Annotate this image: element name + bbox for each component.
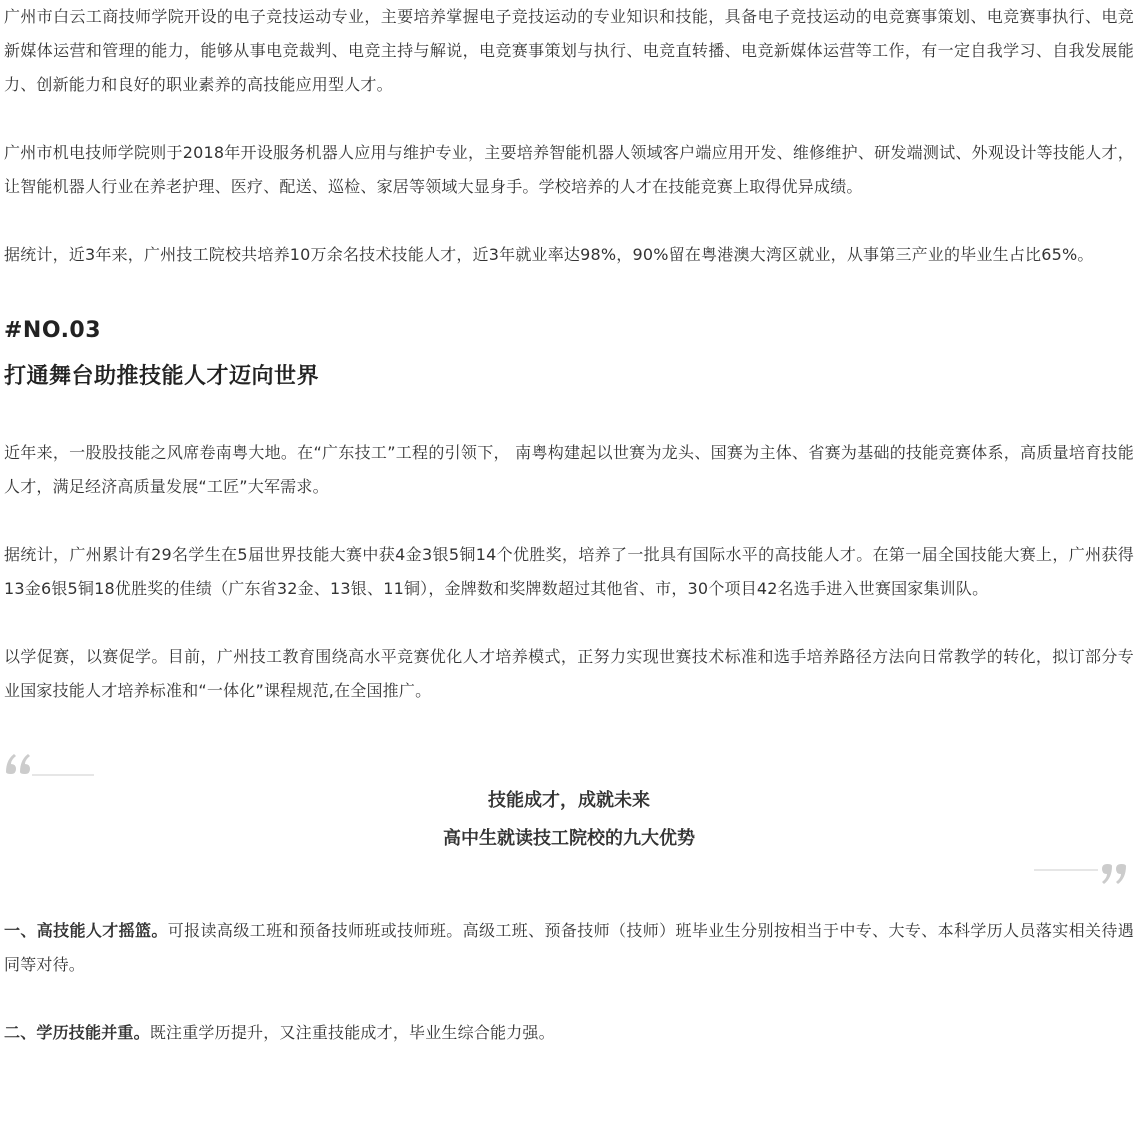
paragraph-gap	[4, 504, 1134, 538]
section-gap	[4, 396, 1134, 436]
paragraph-gap	[4, 102, 1134, 136]
section-title: 打通舞台助推技能人才迈向世界	[4, 364, 320, 389]
article-body	[4, 0, 1134, 1050]
paragraph-esports: 广州市白云工商技师学院开设的电子竞技运动专业，主要培养掌握电子竞技运动的专业知识和技能，具备电子竞技运动的电竞赛事策划、电竞赛事执行、电竞新媒体运营和管理的能力，能够从事电竞裁判、电竞主持与解说，电竞赛事策划与执行、电竞直转播、电竞新媒体运营等工作，有一定自我学习、自我发展能力、创新能力和良好的职业素养的高技能应用型人才。	[4, 7, 1134, 94]
section-gap	[4, 898, 1134, 914]
quote-line-1: 技能成才，成就未来	[488, 790, 650, 811]
paragraph-robotics: 广州市机电技师学院则于2018年开设服务机器人应用与维护专业，主要培养智能机器人领域客户端应用开发、维修维护、研发端测试、外观设计等技能人才，让智能机器人行业在养老护理、医疗、配送、巡检、家居等领域大显身手。学校培养的人才在技能竞赛上取得优异成绩。	[4, 143, 1134, 196]
section-number: #NO.03	[4, 318, 102, 343]
open-quote-icon	[4, 748, 94, 778]
advantage-item	[4, 914, 1134, 982]
quote-line-2: 高中生就读技工院校的九大优势	[443, 828, 695, 849]
paragraph-gap	[4, 606, 1134, 640]
paragraph-statistics: 据统计，近3年来，广州技工院校共培养10万余名技术技能人才，近3年就业率达98%，90%留在粤港澳大湾区就业，从事第三产业的毕业生占比65%。	[4, 245, 1094, 264]
close-quote-icon	[1034, 860, 1128, 890]
paragraph-learn-compete: 以学促赛，以赛促学。目前，广州技工教育围绕高水平竞赛优化人才培养模式，正努力实现世赛技术标准和选手培养路径方法向日常教学的转化，拟订部分专业国家技能人才培养标准和“一体化”课程规范,在全国推广。	[4, 647, 1134, 700]
paragraph-gap	[4, 204, 1134, 238]
advantage-lead: 二、学历技能并重。	[4, 1023, 150, 1042]
paragraph-world-skills: 据统计，广州累计有29名学生在5届世界技能大赛中获4金3银5铜14个优胜奖，培养了一批具有国际水平的高技能人才。在第一届全国技能大赛上，广州获得13金6银5铜18优胜奖的佳绩（广东省32金、13银、11铜），金牌数和奖牌数超过其他省、市，30个项目42名选手进入世赛国家集训队。	[4, 545, 1134, 598]
section-gap	[4, 272, 1134, 312]
paragraph-competition-system: 近年来，一股股技能之风席卷南粤大地。在“广东技工”工程的引领下， 南粤构建起以世赛为龙头、国赛为主体、省赛为基础的技能竞赛体系，高质量培育技能人才，满足经济高质量发展“工匠”大军需求。	[4, 443, 1134, 496]
advantage-text: 可报读高级工班和预备技师班或技师班。高级工班、预备技师（技师）班毕业生分别按相当于中专、大专、本科学历人员落实相关待遇同等对待。	[4, 921, 1134, 974]
pull-quote	[4, 748, 1134, 898]
paragraph-gap	[4, 982, 1134, 1016]
advantage-lead: 一、高技能人才摇篮。	[4, 921, 168, 940]
advantage-text: 既注重学历提升，又注重技能成才，毕业生综合能力强。	[149, 1023, 555, 1042]
advantage-item	[4, 1016, 1134, 1050]
